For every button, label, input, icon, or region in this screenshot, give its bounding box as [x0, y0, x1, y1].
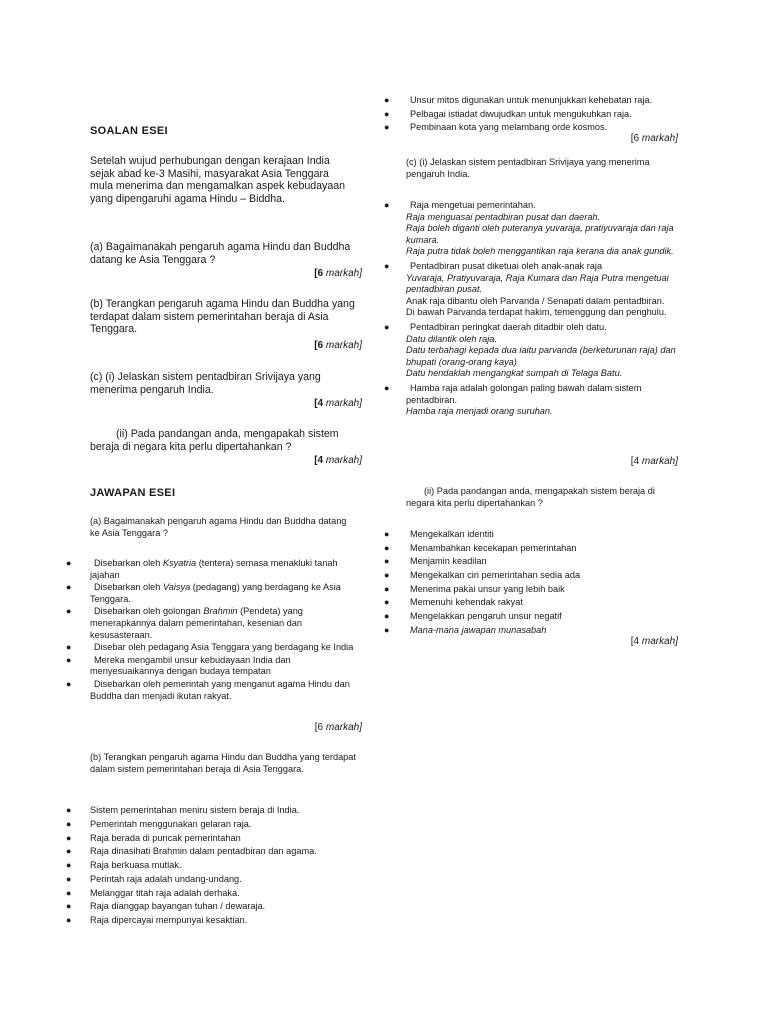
list-item	[384, 321, 680, 380]
sub-line: Hamba raja menjadi orang suruhan.	[406, 406, 553, 417]
bullet-text: Mengelakkan pengaruh unsur negatif	[410, 611, 562, 622]
answer-c-ii-marks: [4 markah]	[630, 636, 678, 647]
list-item	[384, 260, 680, 319]
bullet-icon: ●	[66, 846, 72, 857]
bullet-text: Vaisya	[162, 582, 191, 593]
intro-paragraph: Setelah wujud perhubungan dengan kerajaan India sejak abad ke-3 Masihi, masyarakat Asia Tenggara mula menerima dan mengamalkan aspek kebudayaan yang dipengaruhi agama Hindu – Biddha.	[90, 155, 345, 205]
bullet-text: Raja dipercayai mempunyai kesaktian.	[90, 915, 248, 926]
answer-c-i-list	[384, 200, 680, 421]
sub-line: Raja putra tidak boleh menggantikan raja kerana dia anak gundik.	[406, 246, 674, 257]
list-item	[66, 860, 362, 872]
list-item	[66, 846, 362, 858]
bullet-text: Disebarkan oleh	[94, 558, 163, 568]
bullet-icon: ●	[384, 321, 390, 332]
list-item	[66, 915, 362, 927]
list-item	[384, 624, 680, 637]
list-item	[66, 832, 362, 845]
bullet-icon: ●	[66, 805, 72, 815]
answer-a-list	[66, 558, 362, 703]
bullet-text: Disebarkan oleh	[94, 582, 163, 593]
list-item	[384, 382, 680, 418]
bullet-text: Mengekalkan ciri pemerintahan sedia ada	[410, 570, 581, 581]
bullet-text: Disebarkan oleh pemerintah yang menganut agama Hindu dan Buddha dan menjadi ikutan rakyat.	[90, 678, 350, 701]
bullet-text: (Pendeta) yang menerapkannya dalam pemerintahan, kesenian dan kesusasteraan.	[90, 606, 303, 640]
list-item	[66, 582, 362, 605]
list-item	[66, 642, 362, 654]
answer-c-ii-question: (ii) Pada pandangan anda, mengapakah sistem beraja di negara kita perlu dipertahankan ?	[406, 486, 655, 508]
question-c-i: (c) (i) Jelaskan sistem pentadbiran Srivijaya yang menerima pengaruh India.	[90, 371, 321, 396]
bullet-text: Memenuhi kehendak rakyat	[410, 597, 523, 608]
bullet-icon: ●	[384, 95, 390, 105]
bullet-icon: ●	[66, 582, 72, 593]
bullet-icon: ●	[66, 606, 72, 617]
bullet-text: Pembinaan kota yang melambang orde kosmos.	[410, 122, 608, 133]
bullet-text: Mereka mengambil unsur kebudayaan India dan menyesuaikannya dengan budaya tempatan	[90, 654, 291, 677]
question-c-ii-marks: [4 markah]	[314, 455, 362, 466]
bullet-icon: ●	[384, 260, 390, 271]
bullet-icon: ●	[66, 887, 72, 898]
bullet-text: Hamba raja adalah golongan paling bawah dalam sistem pentadbiran.	[406, 382, 642, 405]
list-item	[384, 542, 680, 555]
bullet-text: (tentera) semasa menakluki tanah jajahan	[90, 558, 338, 580]
bullet-icon: ●	[66, 642, 72, 653]
bullet-icon: ●	[66, 832, 72, 843]
list-item	[66, 558, 362, 581]
bullet-icon: ●	[66, 915, 72, 926]
bullet-text: Menambahkan kecekapan pemerintahan	[410, 542, 577, 553]
answer-b-list	[66, 805, 362, 929]
bullet-icon: ●	[384, 597, 390, 608]
list-item	[66, 887, 362, 900]
soalan-heading: SOALAN ESEI	[90, 125, 168, 137]
list-item	[384, 200, 680, 258]
bullet-text: Pemerintah menggunakan gelaran raja.	[90, 818, 252, 829]
bullet-text: Brahmin	[203, 606, 238, 617]
list-item	[384, 570, 680, 582]
bullet-icon: ●	[66, 558, 72, 568]
bullet-icon: ●	[66, 818, 72, 829]
bullet-icon: ●	[384, 542, 390, 553]
sub-line: Raja menguasai pentadbiran pusat dan daerah.	[406, 211, 601, 222]
bullet-text: Melanggar titah raja adalah derhaka.	[90, 887, 240, 898]
bullet-text: Pentadbiran pusat diketuai oleh anak-anak raja	[410, 260, 603, 271]
bullet-icon: ●	[66, 654, 72, 665]
top-marks: [6 markah]	[630, 133, 678, 144]
list-item	[66, 678, 362, 702]
bullet-icon: ●	[384, 529, 390, 539]
bullet-text: Unsur mitos digunakan untuk menunjukkan kehebatan raja.	[410, 95, 653, 105]
bullet-text: Disebarkan oleh golongan	[94, 606, 204, 617]
jawapan-heading: JAWAPAN ESEI	[90, 487, 176, 499]
answer-b-question: (b) Terangkan pengaruh agama Hindu dan Buddha yang terdapat dalam sistem pemerintahan beraja di Asia Tenggara.	[90, 752, 356, 774]
list-item	[384, 108, 680, 121]
bullet-text: Pelbagai istiadat diwujudkan untuk mengukuhkan raja.	[410, 108, 632, 119]
answer-c-ii-list	[384, 529, 680, 639]
bullet-text: Mengekalkan identiti	[410, 529, 494, 539]
question-b: (b) Terangkan pengaruh agama Hindu dan Buddha yang terdapat dalam sistem pemerintahan beraja di Asia Tenggara.	[90, 298, 355, 336]
sub-line: Datu hendaklah mengangkat sumpah di Telaga Batu.	[406, 368, 623, 379]
bullet-text: Perintah raja adalah undang-undang.	[90, 873, 242, 884]
list-item	[384, 556, 680, 568]
list-item	[384, 95, 680, 107]
bullet-icon: ●	[66, 860, 72, 871]
list-item	[66, 805, 362, 817]
bullet-text: Raja mengetuai pemerintahan.	[410, 200, 536, 210]
bullet-text: Menerima pakai unsur yang lebih baik	[410, 583, 565, 594]
bullet-text: Raja berkuasa mutlak.	[90, 860, 182, 871]
list-item	[66, 818, 362, 831]
bullet-icon: ●	[384, 570, 390, 581]
sub-line: Anak raja dibantu oleh Parvanda / Senapati dalam pentadbiran.	[406, 295, 665, 306]
answer-a-marks: [6 markah]	[314, 722, 362, 733]
bullet-text: Raja dianggap bayangan tuhan / dewaraja.	[90, 901, 266, 912]
bullet-text: Pentadbiran peringkat daerah ditadbir oleh datu.	[410, 321, 607, 332]
list-item	[66, 873, 362, 886]
bullet-text: (pedagang) yang berdagang ke Asia Tenggara.	[90, 582, 341, 604]
bullet-icon: ●	[384, 382, 390, 393]
list-item	[384, 583, 680, 596]
list-item	[66, 901, 362, 913]
sub-line: Di bawah Parvanda terdapat hakim, temenggung dan penghulu.	[406, 307, 667, 318]
bullet-icon: ●	[384, 624, 390, 635]
list-item	[384, 529, 680, 541]
answer-a-question: (a) Bagaimanakah pengaruh agama Hindu dan Buddha datang ke Asia Tenggara ?	[90, 516, 347, 538]
bullet-text: Disebar oleh pedagang Asia Tenggara yang berdagang ke India	[94, 642, 354, 653]
question-a: (a) Bagaimanakah pengaruh agama Hindu dan Buddha datang ke Asia Tenggara ?	[90, 241, 351, 266]
question-b-marks: [6 markah]	[314, 340, 362, 351]
bullet-icon: ●	[384, 122, 390, 133]
bullet-icon: ●	[384, 583, 390, 594]
bullet-text: Ksyatria	[162, 558, 197, 568]
answer-c-i-marks: [4 markah]	[630, 456, 678, 467]
question-c-i-marks: [4 markah]	[314, 398, 362, 409]
answer-c-i-question: (c) (i) Jelaskan sistem pentadbiran Srivijaya yang menerima pengaruh India.	[406, 157, 650, 179]
bullet-icon: ●	[384, 200, 390, 210]
sub-line: Datu dilantik oleh raja.	[406, 333, 497, 344]
bullet-text: Raja berada di puncak pemerintahan	[90, 832, 241, 843]
bullet-text: Menjamin keadilan	[410, 556, 487, 567]
list-item	[384, 597, 680, 609]
bullet-text: Sistem pemerintahan meniru sistem beraja di India.	[90, 805, 300, 815]
sub-line: Yuvaraja, Pratiyuvaraja, Raja Kumara dan Raja Putra mengetuai pentadbiran pusat.	[406, 272, 669, 295]
sub-line: Raja boleh diganti oleh puteranya yuvaraja, pratiyuvaraja dan raja kumara.	[406, 223, 674, 245]
bullet-icon: ●	[384, 611, 390, 622]
bullet-icon: ●	[66, 901, 72, 912]
bullet-icon: ●	[384, 108, 390, 119]
list-item	[66, 654, 362, 678]
question-c-ii: (ii) Pada pandangan anda, mengapakah sistem beraja di negara kita perlu dipertahankan ?	[90, 428, 339, 453]
list-item	[66, 606, 362, 641]
bullet-text: Raja dinasihati Brahmin dalam pentadbiran dan agama.	[90, 846, 317, 857]
question-a-marks: [6 markah]	[314, 268, 362, 279]
bullet-icon: ●	[384, 556, 390, 567]
top-bullet-list	[384, 95, 680, 136]
bullet-text: Mana-mana jawapan munasabah	[410, 624, 547, 635]
bullet-icon: ●	[66, 678, 72, 689]
bullet-icon: ●	[66, 873, 72, 884]
list-item	[384, 611, 680, 623]
sub-line: Datu terbahagi kepada dua iaitu parvanda (berketurunan raja) dan bhupati (orang-orang kaya)	[406, 345, 676, 367]
